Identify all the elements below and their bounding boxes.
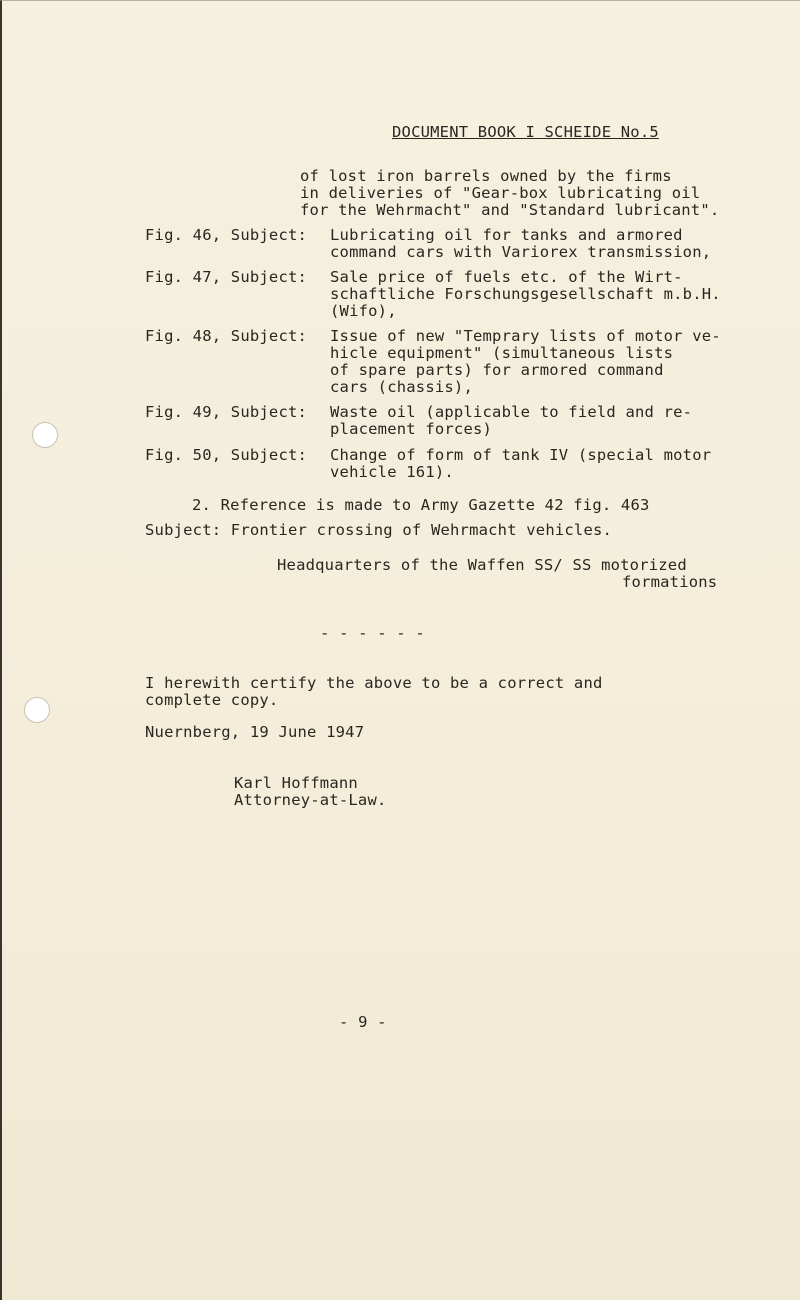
certification-line: complete copy.	[145, 691, 279, 709]
figure-label: Fig. 48, Subject:	[145, 327, 308, 345]
figure-subject-line: of spare parts) for armored command	[330, 361, 664, 379]
place-date: Nuernberg, 19 June 1947	[145, 723, 365, 741]
reference-line: 2. Reference is made to Army Gazette 42 fig. 463	[192, 496, 650, 514]
figure-label: Fig. 46, Subject:	[145, 226, 308, 244]
figure-subject-line: schaftliche Forschungsgesellschaft m.b.H.	[330, 285, 721, 303]
figure-subject-line: hicle equipment" (simultaneous lists	[330, 344, 674, 362]
figure-label: Fig. 49, Subject:	[145, 403, 308, 421]
intro-line: for the Wehrmacht" and "Standard lubricant".	[300, 201, 720, 219]
figure-subject-line: command cars with Variorex transmission,	[330, 243, 712, 261]
page-number: - 9 -	[339, 1013, 387, 1031]
intro-line: of lost iron barrels owned by the firms	[300, 167, 672, 185]
figure-subject-line: Lubricating oil for tanks and armored	[330, 226, 683, 244]
figure-subject-line: Sale price of fuels etc. of the Wirt-	[330, 268, 683, 286]
document-header: DOCUMENT BOOK I SCHEIDE No.5	[392, 123, 659, 141]
certification-line: I herewith certify the above to be a correct and	[145, 674, 603, 692]
attorney-title: Attorney-at-Law.	[234, 791, 387, 809]
figure-subject-line: Change of form of tank IV (special motor	[330, 446, 712, 464]
figure-subject-line: Waste oil (applicable to field and re-	[330, 403, 693, 421]
figure-subject-line: Issue of new "Temprary lists of motor ve-	[330, 327, 721, 345]
figure-label: Fig. 47, Subject:	[145, 268, 308, 286]
figure-subject-line: placement forces)	[330, 420, 493, 438]
punch-hole-top	[32, 422, 58, 448]
figure-label: Fig. 50, Subject:	[145, 446, 308, 464]
separator-dashes: - - - - - -	[320, 624, 425, 642]
subject-line: Subject: Frontier crossing of Wehrmacht vehicles.	[145, 521, 613, 539]
intro-line: in deliveries of "Gear-box lubricating oil	[300, 184, 701, 202]
signature-organization-cont: formations	[622, 573, 718, 591]
attorney-name: Karl Hoffmann	[234, 774, 358, 792]
figure-subject-line: (Wifo),	[330, 302, 397, 320]
figure-subject-line: vehicle 161).	[330, 463, 454, 481]
punch-hole-bottom	[24, 697, 50, 723]
signature-organization: Headquarters of the Waffen SS/ SS motorized	[277, 556, 687, 574]
figure-subject-line: cars (chassis),	[330, 378, 473, 396]
